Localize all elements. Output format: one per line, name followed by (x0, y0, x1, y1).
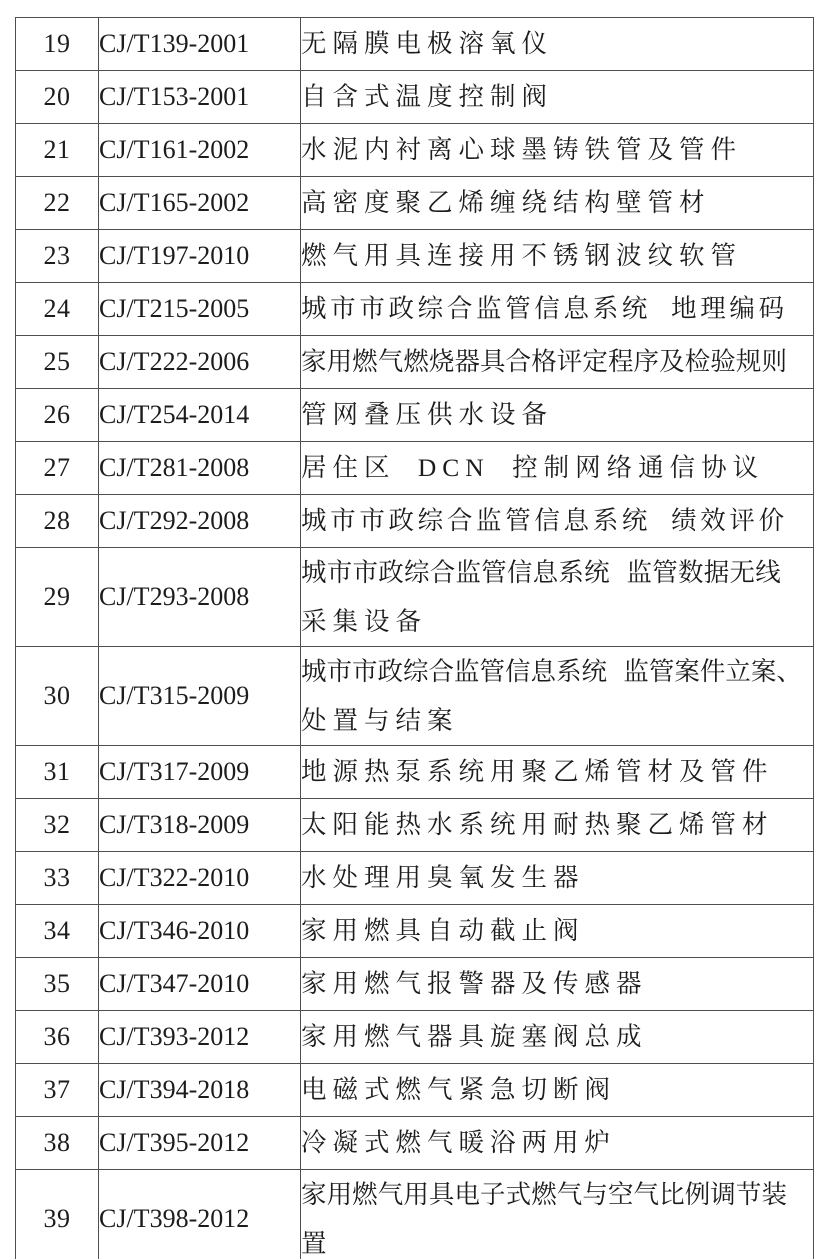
row-number-cell: 30 (16, 647, 99, 746)
standard-name-line: 城市市政综合监管信息系统 监管数据无线 (301, 558, 781, 587)
standard-name-cell (301, 71, 814, 124)
standard-name-cell (301, 18, 814, 71)
table-row (16, 283, 814, 336)
standard-name-cell (301, 1064, 814, 1117)
standard-name-cell (301, 1170, 814, 1259)
row-number-cell: 31 (16, 746, 99, 799)
standard-name-line: 处置与结案 (301, 706, 459, 735)
standard-name-line: 家用燃气用具电子式燃气与空气比例调节装 (301, 1180, 788, 1209)
row-number-cell: 38 (16, 1117, 99, 1170)
standard-name-line: 无隔膜电极溶氧仪 (301, 29, 554, 58)
standard-name-cell (301, 1117, 814, 1170)
table-row (16, 548, 814, 647)
standard-name-line: 冷凝式燃气暖浴两用炉 (301, 1128, 617, 1157)
standard-name-line: 太阳能热水系统用耐热聚乙烯管材 (301, 810, 774, 839)
standard-name-cell (301, 495, 814, 548)
standard-name-line: 家用燃气燃烧器具合格评定程序及检验规则 (301, 347, 788, 376)
row-number-cell: 27 (16, 442, 99, 495)
standard-name-line: 家用燃气报警器及传感器 (301, 969, 648, 998)
standard-name-cell (301, 548, 814, 647)
row-number-cell: 26 (16, 389, 99, 442)
standard-name-cell (301, 1011, 814, 1064)
table-row (16, 1117, 814, 1170)
table-row (16, 389, 814, 442)
standard-code-cell: CJ/T139-2001 (99, 18, 301, 71)
standard-code-cell: CJ/T292-2008 (99, 495, 301, 548)
standard-name-line: 燃气用具连接用不锈钢波纹软管 (301, 241, 743, 270)
row-number-cell: 35 (16, 958, 99, 1011)
standard-name-cell (301, 336, 814, 389)
standard-name-cell (301, 230, 814, 283)
standard-name-line: 家用燃具自动截止阀 (301, 916, 585, 945)
standard-name-cell (301, 958, 814, 1011)
standard-code-cell: CJ/T293-2008 (99, 548, 301, 647)
standard-name-cell (301, 389, 814, 442)
table-row (16, 1011, 814, 1064)
standard-name-cell (301, 852, 814, 905)
standard-name-line: 城市市政综合监管信息系统 监管案件立案、 (301, 657, 802, 686)
standard-name-line: 采集设备 (301, 607, 428, 636)
row-number-cell: 34 (16, 905, 99, 958)
standard-name-cell (301, 283, 814, 336)
standards-table-body (16, 18, 814, 1259)
standard-name-cell (301, 905, 814, 958)
standard-code-cell: CJ/T281-2008 (99, 442, 301, 495)
standard-code-cell: CJ/T197-2010 (99, 230, 301, 283)
standard-name-line: 电磁式燃气紧急切断阀 (301, 1075, 617, 1104)
table-row (16, 905, 814, 958)
standard-code-cell: CJ/T347-2010 (99, 958, 301, 1011)
standard-code-cell: CJ/T317-2009 (99, 746, 301, 799)
row-number-cell: 24 (16, 283, 99, 336)
standard-name-cell (301, 647, 814, 746)
row-number-cell: 21 (16, 124, 99, 177)
standard-code-cell: CJ/T394-2018 (99, 1064, 301, 1117)
standard-code-cell: CJ/T346-2010 (99, 905, 301, 958)
standard-name-cell (301, 746, 814, 799)
table-row (16, 230, 814, 283)
standard-name-cell (301, 799, 814, 852)
table-row (16, 442, 814, 495)
standard-name-line: 城市市政综合监管信息系统 绩效评价 (301, 506, 788, 535)
table-row (16, 1064, 814, 1117)
table-row (16, 495, 814, 548)
row-number-cell: 20 (16, 71, 99, 124)
standard-name-line: 自含式温度控制阀 (301, 82, 554, 111)
row-number-cell: 29 (16, 548, 99, 647)
standard-code-cell: CJ/T165-2002 (99, 177, 301, 230)
table-row (16, 71, 814, 124)
row-number-cell: 22 (16, 177, 99, 230)
standard-name-line: 置 (301, 1229, 333, 1258)
table-row (16, 1170, 814, 1259)
standard-code-cell: CJ/T318-2009 (99, 799, 301, 852)
standard-name-cell (301, 442, 814, 495)
row-number-cell: 19 (16, 18, 99, 71)
standard-code-cell: CJ/T315-2009 (99, 647, 301, 746)
table-row (16, 958, 814, 1011)
standard-code-cell: CJ/T393-2012 (99, 1011, 301, 1064)
table-row (16, 799, 814, 852)
table-row (16, 124, 814, 177)
standard-name-cell (301, 124, 814, 177)
standard-code-cell: CJ/T322-2010 (99, 852, 301, 905)
row-number-cell: 28 (16, 495, 99, 548)
standard-name-line: 高密度聚乙烯缠绕结构壁管材 (301, 188, 711, 217)
table-row (16, 177, 814, 230)
standard-name-line: 水泥内衬离心球墨铸铁管及管件 (301, 135, 743, 164)
standard-name-line: 城市市政综合监管信息系统 地理编码 (301, 294, 788, 323)
table-row (16, 852, 814, 905)
row-number-cell: 37 (16, 1064, 99, 1117)
row-number-cell: 33 (16, 852, 99, 905)
row-number-cell: 36 (16, 1011, 99, 1064)
table-row (16, 18, 814, 71)
standard-name-line: 居住区 DCN 控制网络通信协议 (301, 453, 765, 482)
standard-name-line: 地源热泵系统用聚乙烯管材及管件 (301, 757, 774, 786)
standard-code-cell: CJ/T254-2014 (99, 389, 301, 442)
standard-name-line: 水处理用臭氧发生器 (301, 863, 585, 892)
table-row (16, 336, 814, 389)
standard-name-line: 管网叠压供水设备 (301, 400, 554, 429)
row-number-cell: 25 (16, 336, 99, 389)
row-number-cell: 39 (16, 1170, 99, 1259)
standard-code-cell: CJ/T215-2005 (99, 283, 301, 336)
row-number-cell: 23 (16, 230, 99, 283)
standards-table (15, 17, 814, 1259)
standard-name-line: 家用燃气器具旋塞阀总成 (301, 1022, 648, 1051)
table-row (16, 647, 814, 746)
standard-code-cell: CJ/T395-2012 (99, 1117, 301, 1170)
standard-code-cell: CJ/T153-2001 (99, 71, 301, 124)
standard-code-cell: CJ/T398-2012 (99, 1170, 301, 1259)
row-number-cell: 32 (16, 799, 99, 852)
table-row (16, 746, 814, 799)
standard-name-cell (301, 177, 814, 230)
standard-code-cell: CJ/T222-2006 (99, 336, 301, 389)
standard-code-cell: CJ/T161-2002 (99, 124, 301, 177)
